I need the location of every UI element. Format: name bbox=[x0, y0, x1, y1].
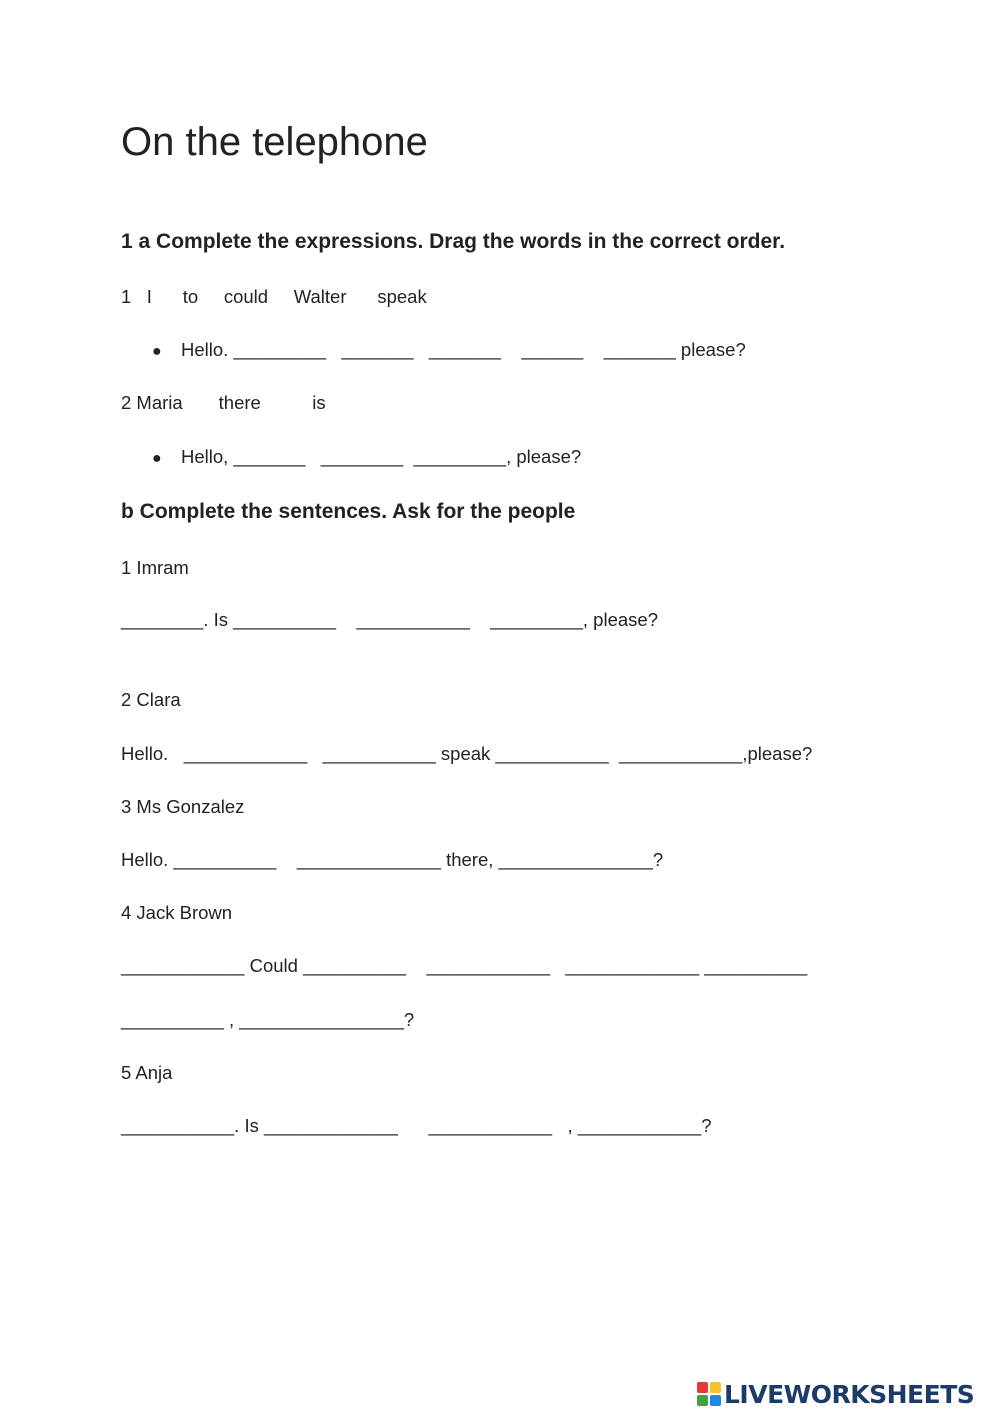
person4-name: 4 Jack Brown bbox=[121, 902, 233, 923]
logo-square-3 bbox=[697, 1395, 708, 1406]
liveworksheets-logo-icon bbox=[697, 1382, 721, 1406]
section-b-heading: b Complete the sentences. Ask for the people bbox=[121, 500, 576, 523]
item1-word-bank: 1 I to could Walter speak bbox=[121, 286, 427, 307]
person4-blank-sentence-line1[interactable]: ____________ Could __________ ____________ _____________ __________ bbox=[121, 955, 808, 976]
bullet-icon: ● bbox=[152, 450, 162, 467]
person1-name: 1 Imram bbox=[121, 557, 189, 578]
person1-blank-sentence[interactable]: ________. Is __________ ___________ _________, please? bbox=[121, 609, 658, 630]
person5-blank-sentence[interactable]: ___________. Is _____________ ____________ , ____________? bbox=[121, 1115, 712, 1136]
liveworksheets-logo-text: LIVEWORKSHEETS bbox=[724, 1379, 975, 1409]
person2-name: 2 Clara bbox=[121, 689, 181, 710]
person4-blank-sentence-line2[interactable]: __________ , ________________? bbox=[121, 1009, 415, 1030]
bullet-icon: ● bbox=[152, 343, 162, 360]
logo-square-2 bbox=[710, 1382, 721, 1393]
item2-word-bank: 2 Maria there is bbox=[121, 392, 326, 413]
person3-blank-sentence[interactable]: Hello. __________ ______________ there, _______________? bbox=[121, 849, 664, 870]
item1-blank-sentence[interactable]: Hello. _________ _______ _______ ______ _______ please? bbox=[181, 339, 746, 360]
section-1a-heading: 1 a Complete the expressions. Drag the words in the correct order. bbox=[121, 230, 786, 253]
person2-blank-sentence[interactable]: Hello. ____________ ___________ speak ___________ ____________,please? bbox=[121, 743, 813, 764]
logo-square-4 bbox=[710, 1395, 721, 1406]
person3-name: 3 Ms Gonzalez bbox=[121, 796, 245, 817]
item2-blank-sentence[interactable]: Hello, _______ ________ _________, please? bbox=[181, 446, 582, 467]
item2-bullet-row bbox=[152, 448, 581, 467]
liveworksheets-logo bbox=[697, 1380, 974, 1408]
person5-name: 5 Anja bbox=[121, 1062, 173, 1083]
item1-bullet-row bbox=[152, 341, 746, 360]
logo-square-1 bbox=[697, 1382, 708, 1393]
page-title: On the telephone bbox=[121, 120, 428, 164]
